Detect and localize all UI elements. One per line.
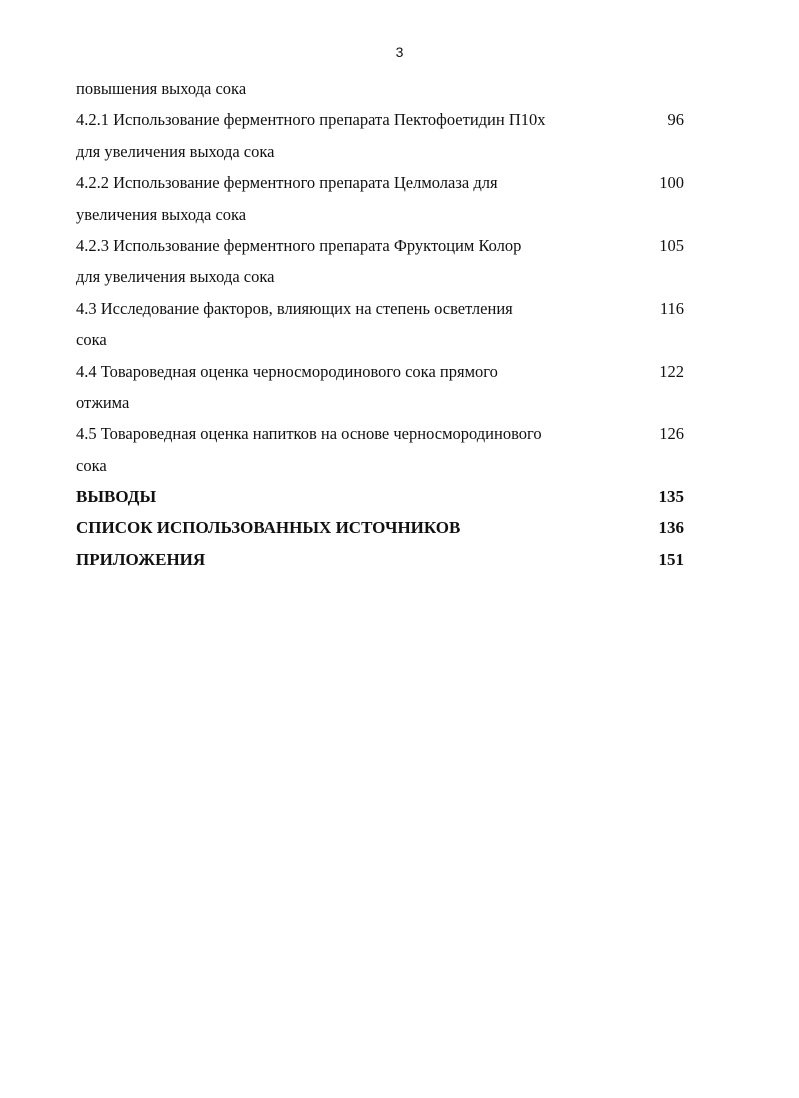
toc-entry-text: сока [76,455,107,475]
toc-entry-text: 4.2.2 Использование ферментного препарата Целмолаза для [76,173,498,193]
toc-section-page: 151 [658,549,684,569]
toc-line [76,230,706,261]
toc-entry-text: 4.5 Товароведная оценка напитков на основе черносмородинового [76,424,542,444]
table-of-contents [76,73,706,575]
toc-section-conclusions [76,481,706,512]
toc-line [76,356,706,387]
toc-entry-text: 4.3 Исследование факторов, влияющих на степень осветления [76,298,513,318]
toc-entry-page: 96 [667,110,684,130]
toc-entry-text: 4.2.3 Использование ферментного препарата Фруктоцим Колор [76,235,522,255]
toc-entry-page: 100 [659,173,684,193]
toc-entry-text: 4.4 Товароведная оценка черносмородинового сока прямого [76,361,498,381]
toc-section-page: 136 [658,518,684,538]
toc-entry-text: отжима [76,392,130,412]
toc-entry-page: 122 [659,361,684,381]
page-number: 3 [395,44,404,60]
toc-section-title: ВЫВОДЫ [76,487,157,507]
toc-entry-page: 105 [659,235,684,255]
toc-entry-text: 4.2.1 Использование ферментного препарата Пектофоетидин П10х [76,110,546,130]
toc-section-references [76,512,706,543]
toc-section-title: ПРИЛОЖЕНИЯ [76,549,206,569]
toc-section-page: 135 [658,487,684,507]
toc-line [76,199,706,230]
toc-entry-page: 126 [659,424,684,444]
toc-entry-text: для увеличения выхода сока [76,141,275,161]
toc-line [76,418,706,449]
toc-line [76,324,706,355]
toc-line [76,104,706,135]
toc-entry-text: сока [76,330,107,350]
toc-entry-text: увеличения выхода сока [76,204,247,224]
toc-line [76,167,706,198]
toc-line [76,261,706,292]
toc-line [76,450,706,481]
toc-line [76,387,706,418]
toc-line [76,73,706,104]
toc-line [76,293,706,324]
toc-entry-text: для увеличения выхода сока [76,267,275,287]
toc-line [76,136,706,167]
toc-section-title: СПИСОК ИСПОЛЬЗОВАННЫХ ИСТОЧНИКОВ [76,518,461,538]
toc-entry-page: 116 [659,298,684,318]
toc-entry-text: повышения выхода сока [76,79,247,98]
toc-section-appendices [76,544,706,575]
